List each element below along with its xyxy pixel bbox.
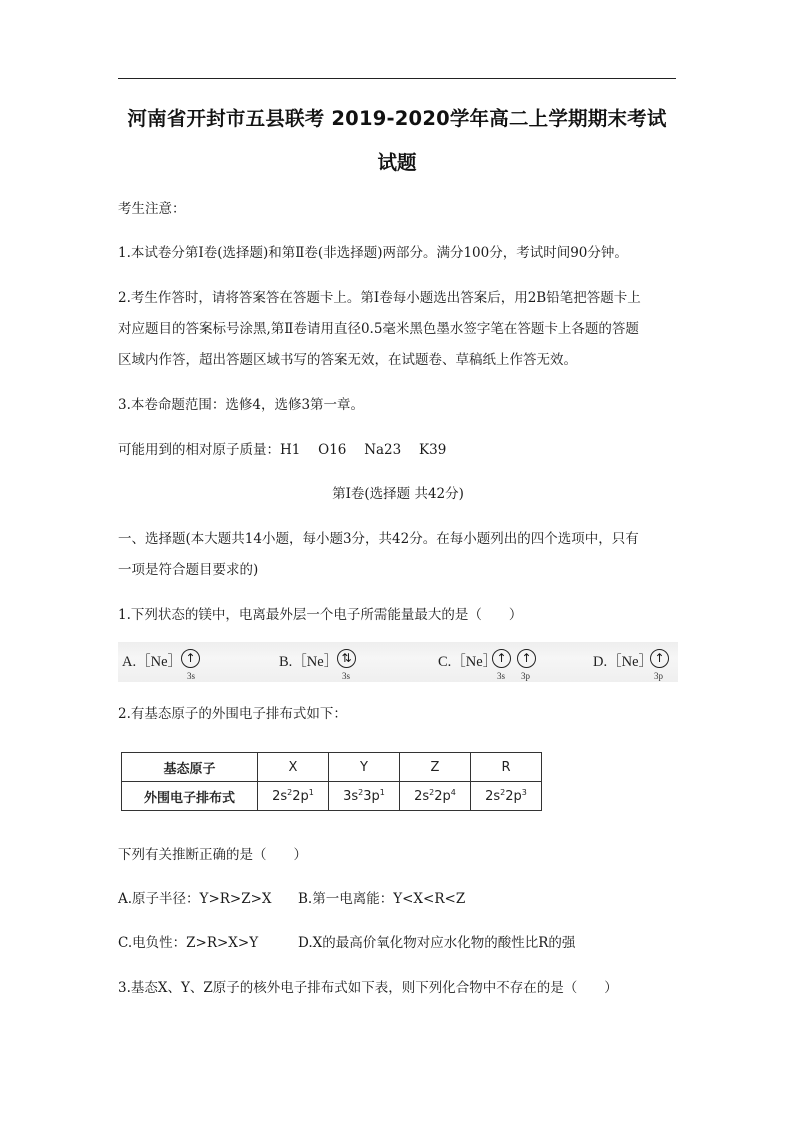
- spin-pair-arrows-icon: ⇅: [341, 651, 352, 665]
- part1-instruction-line2: 一项是符合题目要求的): [118, 562, 259, 578]
- notice-item-3: 3.本卷命题范围：选修4，选修3第一章。: [118, 397, 365, 413]
- table-row: [122, 782, 542, 811]
- notice-heading: 考生注意：: [118, 201, 186, 217]
- question-1-stem: 1.下列状态的镁中，电离最外层一个电子所需能量最大的是（ ）: [118, 607, 523, 623]
- question-2-ask: 下列有关推断正确的是（ ）: [118, 847, 307, 863]
- orbital-label: 3p: [654, 671, 663, 681]
- table-header-cell: 外围电子排布式: [122, 782, 258, 811]
- option-b-label: B.［Ne］: [279, 654, 339, 670]
- table-row: [122, 753, 542, 782]
- spin-up-arrow-icon: ↑: [185, 651, 196, 665]
- notice-item-1: 1.本试卷分第Ⅰ卷(选择题)和第Ⅱ卷(非选择题)两部分。满分100分，考试时间90分钟。: [118, 245, 628, 261]
- table-header-cell: 基态原子: [122, 753, 258, 782]
- table-cell: Z: [400, 753, 471, 782]
- page-title-cont: 试题: [377, 151, 417, 174]
- orbital-label: 3p: [521, 671, 530, 681]
- orbital-label: 3s: [187, 671, 196, 681]
- option-a-label: A.［Ne］: [122, 654, 183, 670]
- question-2-option-a: A.原子半径：Y>R>Z>X: [118, 891, 272, 907]
- table-cell: $2s^22p^3$: [471, 782, 542, 811]
- table-cell: $3s^23p^1$: [329, 782, 400, 811]
- question-2-option-c: C.电负性：Z>R>X>Y: [118, 935, 259, 951]
- orbital-box: [181, 649, 200, 668]
- orbital-label: 3s: [342, 671, 351, 681]
- header-rule: [118, 78, 676, 79]
- spin-up-arrow-icon: ↑: [654, 651, 665, 665]
- spin-up-arrow-icon: ↑: [521, 651, 532, 665]
- atomic-mass-line: 可能用到的相对原子质量：H1 O16 Na23 K39: [118, 442, 447, 458]
- orbital-box: [492, 649, 511, 668]
- question-2-option-d: D.X的最高价氧化物对应水化物的酸性比R的强: [298, 935, 576, 951]
- notice-item-2-line2: 对应题目的答案标号涂黑,第Ⅱ卷请用直径0.5毫米黑色墨水签字笔在答题卡上各题的答题: [118, 321, 639, 337]
- orbital-box: [337, 649, 356, 668]
- question-1-options: [118, 642, 678, 682]
- orbital-label: 3s: [497, 671, 506, 681]
- notice-item-2-line1: 2.考生作答时，请将答案答在答题卡上。第Ⅰ卷每小题选出答案后，用2B铅笔把答题卡上: [118, 290, 641, 306]
- question-2-option-b: B.第一电离能：Y<X<R<Z: [298, 891, 466, 907]
- orbital-box: [650, 649, 669, 668]
- table-cell: $2s^22p^4$: [400, 782, 471, 811]
- question-3-stem: 3.基态X、Y、Z原子的核外电子排布式如下表，则下列化合物中不存在的是（ ）: [118, 980, 618, 996]
- electron-config-table: [121, 752, 542, 811]
- question-2-stem: 2.有基态原子的外围电子排布式如下：: [118, 706, 347, 722]
- section-title: 第Ⅰ卷(选择题 共42分): [332, 486, 464, 502]
- page-title: 河南省开封市五县联考 2019-2020学年高二上学期期末考试: [127, 107, 667, 130]
- notice-item-2-line3: 区域内作答，超出答题区域书写的答案无效，在试题卷、草稿纸上作答无效。: [118, 352, 577, 368]
- table-cell: Y: [329, 753, 400, 782]
- spin-up-arrow-icon: ↑: [496, 651, 507, 665]
- table-cell: $2s^22p^1$: [258, 782, 329, 811]
- table-cell: X: [258, 753, 329, 782]
- part1-instruction-line1: 一、选择题(本大题共14小题，每小题3分，共42分。在每小题列出的四个选项中，只有: [118, 531, 639, 547]
- orbital-box: [517, 649, 536, 668]
- option-c-label: C.［Ne］: [438, 654, 498, 670]
- option-d-label: D.［Ne］: [593, 654, 654, 670]
- table-cell: R: [471, 753, 542, 782]
